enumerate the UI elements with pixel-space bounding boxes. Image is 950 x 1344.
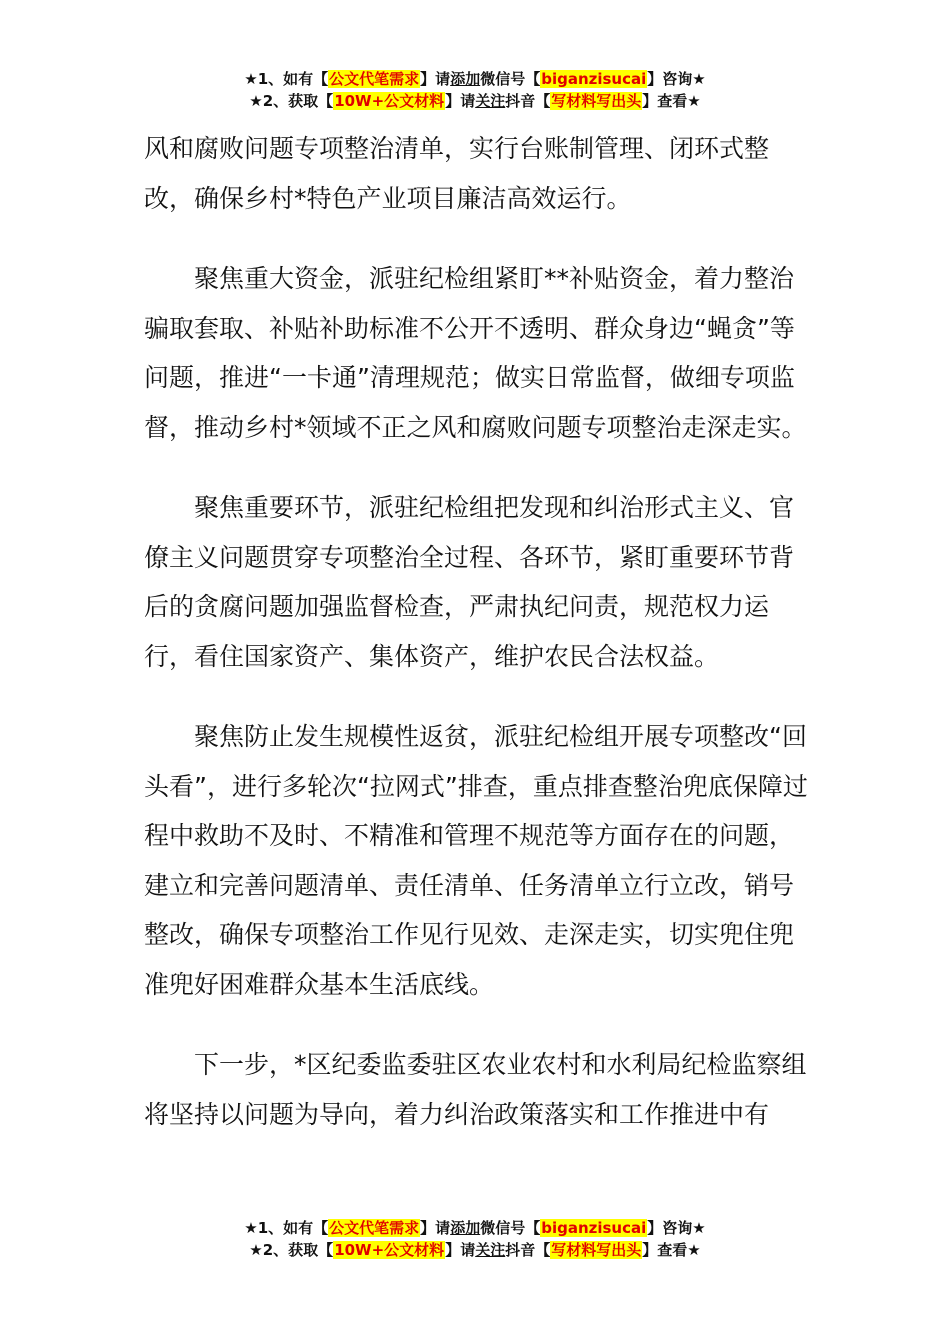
banner-highlight: 10W+公文材料 <box>334 92 445 110</box>
banner-highlight: biganzisucai <box>541 1219 647 1237</box>
banner-underlined: 关注 <box>475 1241 506 1259</box>
banner-text: 】咨询★ <box>647 1219 706 1237</box>
banner-line-1 <box>0 1217 950 1239</box>
header-banner <box>0 68 950 112</box>
paragraph: 聚焦重大资金，派驻纪检组紧盯**补贴资金，着力整治骗取套取、补贴补助标准不公开不透明、群众身边“蝇贪”等问题，推进“一卡通”清理规范；做实日常监督，做细专项监督，推动乡村*领域不正之风和腐败问题专项整治走深走实。 <box>144 264 807 442</box>
paragraph-continued: 风和腐败问题专项整治清单，实行台账制管理、闭环式整改，确保乡村*特色产业项目廉洁高效运行。 <box>144 134 770 213</box>
banner-highlight: 10W+公文材料 <box>334 1241 445 1259</box>
banner-text: 】咨询★ <box>647 70 706 88</box>
banner-line-1 <box>0 68 950 90</box>
banner-text: 微信号【 <box>480 1219 541 1237</box>
banner-text: ★1、如有【 <box>244 70 329 88</box>
paragraph: 聚焦重要环节，派驻纪检组把发现和纠治形式主义、官僚主义问题贯穿专项整治全过程、各环节，紧盯重要环节背后的贪腐问题加强监督检查，严肃执纪问责，规范权力运行，看住国家资产、集体资产，维护农民合法权益。 <box>144 493 795 671</box>
banner-text: 】请 <box>445 1241 476 1259</box>
banner-highlight: 公文代笔需求 <box>329 1219 420 1237</box>
banner-text: 抖音【 <box>505 92 551 110</box>
banner-text: 抖音【 <box>505 1241 551 1259</box>
paragraph: 聚焦防止发生规模性返贫，派驻纪检组开展专项整改“回头看”，进行多轮次“拉网式”排查，重点排查整治兜底保障过程中救助不及时、不精准和管理不规范等方面存在的问题，建立和完善问题清单、责任清单、任务清单立行立改，销号整改，确保专项整治工作见行见效、走深走实，切实兜住兜准兜好困难群众基本生活底线。 <box>144 722 808 999</box>
banner-text: 微信号【 <box>480 70 541 88</box>
banner-text: 】请 <box>420 70 451 88</box>
banner-text: 】查看★ <box>642 92 701 110</box>
banner-highlight: 写材料写出头 <box>551 92 642 110</box>
banner-line-2 <box>0 90 950 112</box>
paragraph: 下一步，*区纪委监委驻区农业农村和水利局纪检监察组将坚持以问题为导向，着力纠治政策落实和工作推进中有 <box>144 1050 807 1129</box>
banner-line-2 <box>0 1239 950 1261</box>
footer-banner <box>0 1217 950 1261</box>
banner-text: ★2、获取【 <box>249 92 334 110</box>
banner-text: 】请 <box>420 1219 451 1237</box>
banner-underlined: 关注 <box>475 92 506 110</box>
banner-highlight: 公文代笔需求 <box>329 70 420 88</box>
banner-underlined: 添加 <box>450 1219 481 1237</box>
document-body <box>144 124 809 1170</box>
banner-highlight: 写材料写出头 <box>551 1241 642 1259</box>
banner-highlight: biganzisucai <box>541 70 647 88</box>
banner-text: 】查看★ <box>642 1241 701 1259</box>
banner-underlined: 添加 <box>450 70 481 88</box>
banner-text: 】请 <box>445 92 476 110</box>
banner-text: ★1、如有【 <box>244 1219 329 1237</box>
banner-text: ★2、获取【 <box>249 1241 334 1259</box>
